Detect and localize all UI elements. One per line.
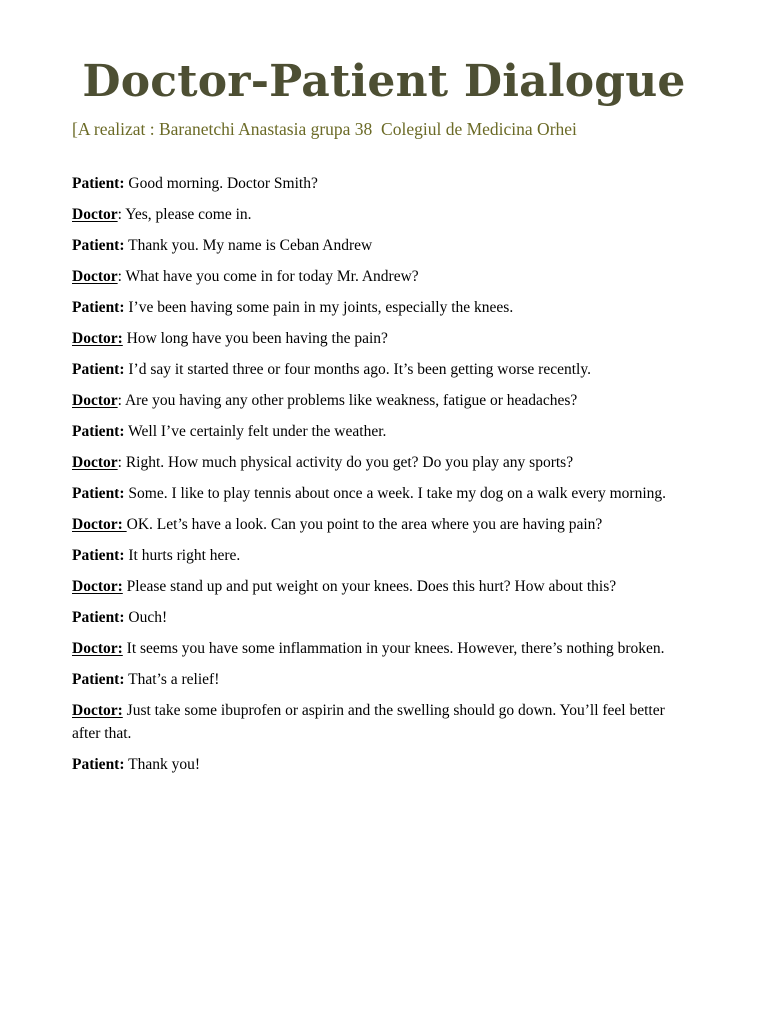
utterance-text: Just take some ibuprofen or aspirin and the swelling should go down. You’ll feel better after that. [72,702,665,742]
utterance-text: Ouch! [128,609,168,626]
separator: : [117,268,126,285]
speaker-label: Patient: [72,361,125,378]
dialogue-line-patient [72,668,684,691]
dialogue-line-patient [72,753,684,776]
speaker-label: Patient: [72,547,125,564]
speaker-label: Doctor: [72,578,123,595]
dialogue-line-patient [72,172,684,195]
utterance-text: How long have you been having the pain? [126,330,388,347]
utterance-text: What have you come in for today Mr. Andrew? [125,268,419,285]
speaker-label: Doctor [72,454,118,471]
dialogue-line-patient [72,482,684,505]
utterance-text: Good morning. Doctor Smith? [128,175,318,192]
speaker-label: Patient: [72,237,125,254]
dialogue-line-doctor [72,451,684,474]
author-subtitle: [A realizat : Baranetchi Anastasia grupa 38 Colegiul de Medicina Orhei [72,119,577,139]
dialogue-line-patient [72,606,684,629]
dialogue-line-doctor [72,203,684,226]
utterance-text: Well I’ve certainly felt under the weather. [128,423,387,440]
utterance-text: Thank you! [128,756,201,773]
utterance-text: That’s a relief! [128,671,220,688]
speaker-label: Doctor: [72,702,123,719]
dialogue-line-patient [72,234,684,257]
speaker-label: Patient: [72,485,125,502]
dialogue-line-patient [72,420,684,443]
dialogue-line-patient [72,544,684,567]
dialogue-line-doctor [72,327,684,350]
speaker-label: Doctor: [72,640,123,657]
utterance-text: OK. Let’s have a look. Can you point to the area where you are having pain? [126,516,603,533]
utterance-text: I’d say it started three or four months ago. It’s been getting worse recently. [128,361,591,378]
speaker-label: Doctor [72,206,118,223]
separator: : [117,454,126,471]
speaker-label: Patient: [72,423,125,440]
utterance-text: It seems you have some inflammation in your knees. However, there’s nothing broken. [126,640,665,657]
page-title: Doctor-Patient Dialogue [82,56,686,107]
dialogue-line-doctor [72,389,684,412]
utterance-text: Right. How much physical activity do you get? Do you play any sports? [125,454,574,471]
dialogue-line-doctor [72,637,684,660]
dialogue-line-doctor [72,575,684,598]
dialogue-line-doctor [72,265,684,288]
dialogue-line-doctor [72,513,684,536]
utterance-text: Are you having any other problems like weakness, fatigue or headaches? [124,392,578,409]
speaker-label: Doctor [72,268,118,285]
speaker-label: Patient: [72,175,125,192]
speaker-label: Patient: [72,756,125,773]
separator: : [117,206,126,223]
speaker-label: Patient: [72,609,125,626]
utterance-text: Please stand up and put weight on your knees. Does this hurt? How about this? [126,578,617,595]
utterance-text: I’ve been having some pain in my joints, especially the knees. [128,299,514,316]
speaker-label: Doctor [72,392,118,409]
speaker-label: Doctor: [72,516,127,533]
speaker-label: Patient: [72,671,125,688]
utterance-text: Thank you. My name is Ceban Andrew [128,237,373,254]
speaker-label: Patient: [72,299,125,316]
dialogue-line-doctor [72,699,684,745]
dialogue-line-patient [72,358,684,381]
dialogue-line-patient [72,296,684,319]
dialogue-body [72,172,684,784]
utterance-text: Yes, please come in. [125,206,252,223]
speaker-label: Doctor: [72,330,123,347]
utterance-text: It hurts right here. [128,547,241,564]
utterance-text: Some. I like to play tennis about once a week. I take my dog on a walk every morning. [128,485,667,502]
separator: : [117,392,125,409]
